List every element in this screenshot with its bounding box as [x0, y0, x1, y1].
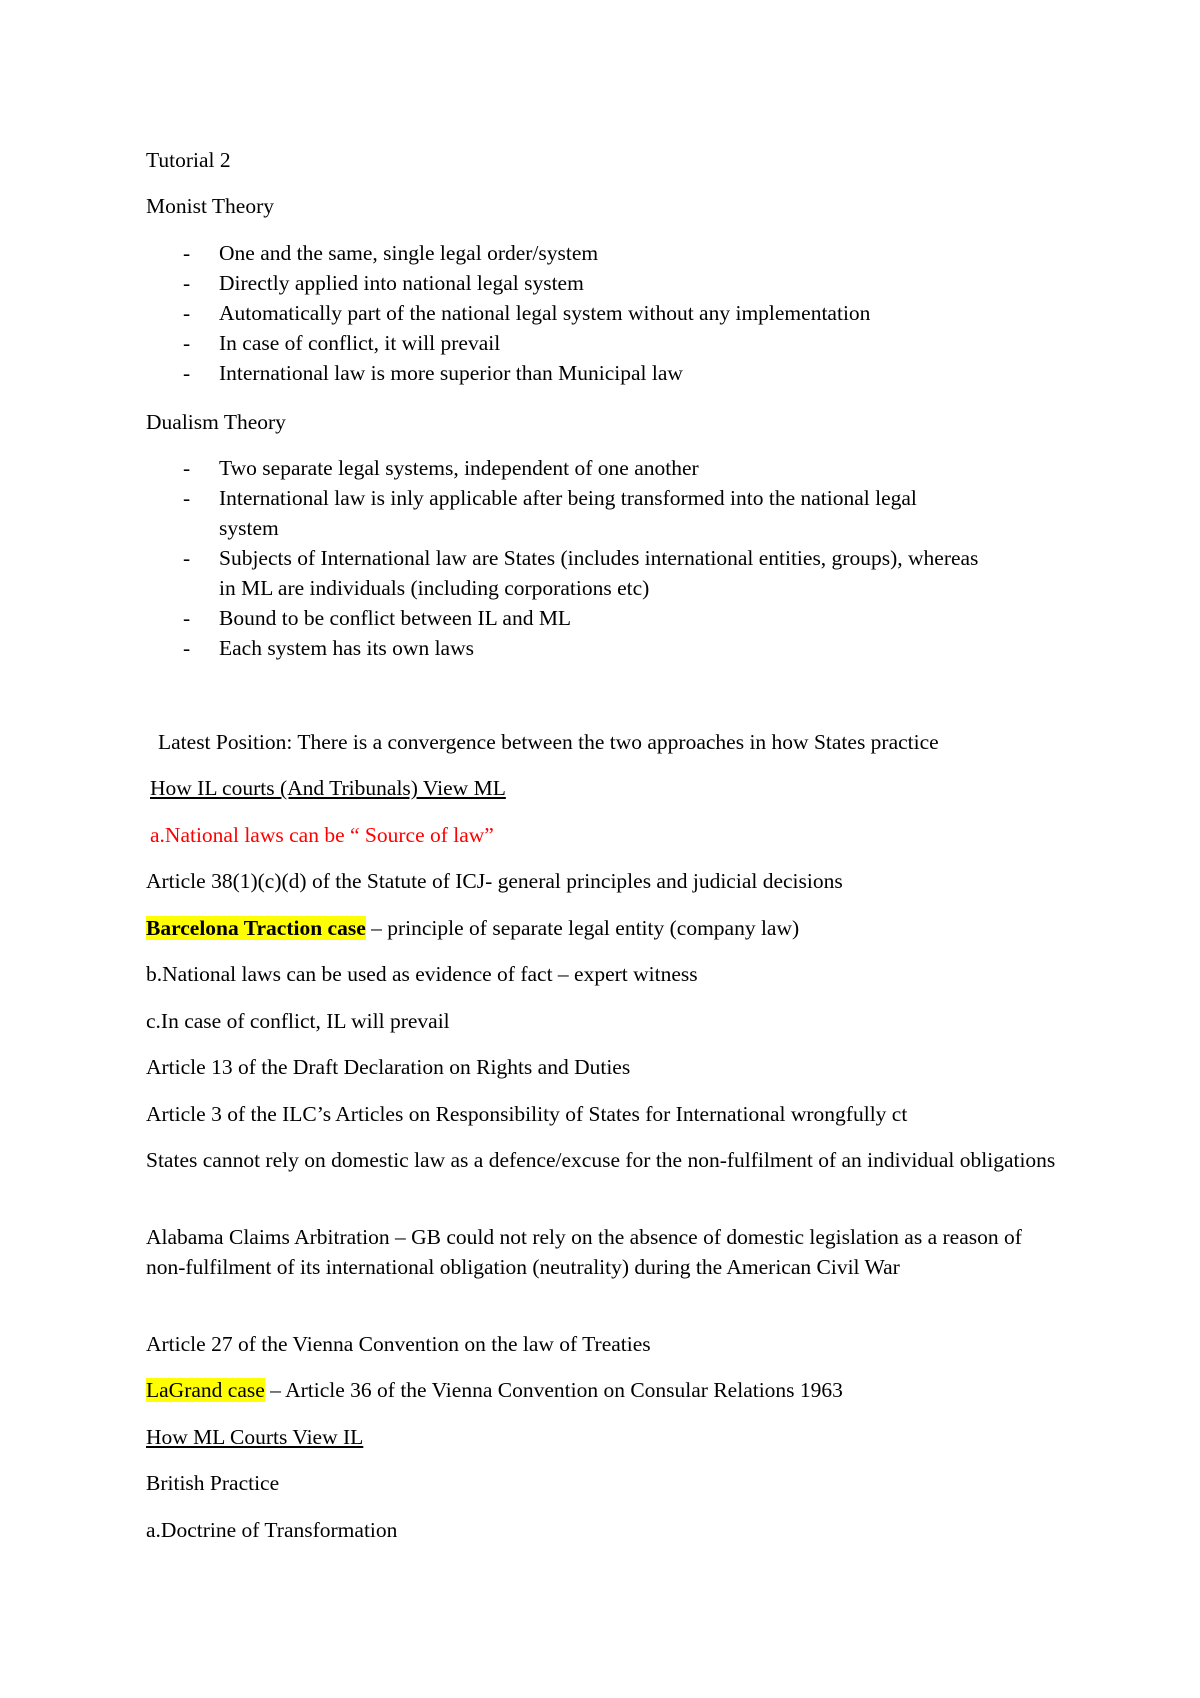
bullet-dash: -: [183, 486, 191, 510]
list-item: [146, 603, 1076, 633]
document-title: Tutorial 2: [146, 148, 231, 172]
bullet-dash: -: [183, 271, 191, 295]
dualism-heading: Dualism Theory: [146, 410, 286, 434]
ml-courts-heading-text: How ML Courts View IL: [146, 1425, 364, 1449]
list-item: [146, 543, 999, 603]
source-of-law-line: a.National laws can be “ Source of law”: [150, 823, 494, 847]
monist-heading: Monist Theory: [146, 194, 275, 218]
list-item-text: In case of conflict, it will prevail: [219, 331, 501, 355]
il-prevail-line: c.In case of conflict, IL will prevail: [146, 1009, 450, 1033]
article-13-line: Article 13 of the Draft Declaration on Rights and Duties: [146, 1055, 631, 1079]
list-item: [146, 238, 1076, 268]
il-courts-heading-text: How IL courts (And Tribunals) View ML: [150, 776, 506, 800]
bullet-dash: -: [183, 361, 191, 385]
lagrand-case-highlight: LaGrand case: [146, 1378, 265, 1402]
article-27-line: Article 27 of the Vienna Convention on the law of Treaties: [146, 1332, 651, 1356]
bullet-dash: -: [183, 301, 191, 325]
list-item-text: International law is inly applicable after being transformed into the national legal system: [219, 486, 917, 540]
latest-position: Latest Position: There is a convergence between the two approaches in how States practice: [158, 730, 939, 754]
article-38-line: Article 38(1)(c)(d) of the Statute of ICJ- general principles and judicial decisions: [146, 869, 843, 893]
list-item: [146, 633, 1076, 663]
list-item-text: Bound to be conflict between IL and ML: [219, 606, 572, 630]
list-item: [146, 483, 979, 543]
lagrand-line: [146, 1375, 1076, 1405]
ml-courts-heading: [146, 1422, 1076, 1452]
bullet-dash: -: [183, 241, 191, 265]
list-item-text: Two separate legal systems, independent of one another: [219, 456, 699, 480]
bullet-dash: -: [183, 331, 191, 355]
bullet-dash: -: [183, 456, 191, 480]
doctrine-line: a.Doctrine of Transformation: [146, 1518, 398, 1542]
british-practice-line: British Practice: [146, 1471, 280, 1495]
list-item-text: International law is more superior than Municipal law: [219, 361, 683, 385]
list-item-text: Directly applied into national legal system: [219, 271, 584, 295]
list-item-text: Subjects of International law are States (includes international entities, groups), whereas in ML are individuals (including corporations etc): [219, 546, 979, 600]
bullet-dash: -: [183, 636, 191, 660]
list-item-text: Each system has its own laws: [219, 636, 474, 660]
list-item: [146, 358, 1076, 388]
barcelona-case-highlight: Barcelona Traction case: [146, 916, 366, 940]
list-item-text: Automatically part of the national legal system without any implementation: [219, 301, 871, 325]
bullet-dash: -: [183, 546, 191, 570]
list-item: [146, 328, 1076, 358]
barcelona-line: [146, 913, 1076, 943]
evidence-of-fact-line: b.National laws can be used as evidence of fact – expert witness: [146, 962, 698, 986]
states-cannot-paragraph: States cannot rely on domestic law as a defence/excuse for the non-fulfilment of an individual obligations: [146, 1148, 1056, 1172]
il-courts-heading: [150, 773, 1080, 803]
lagrand-text: – Article 36 of the Vienna Convention on Consular Relations 1963: [264, 1378, 843, 1402]
barcelona-text: – principle of separate legal entity (company law): [365, 916, 800, 940]
monist-list: [146, 238, 1076, 388]
article-3-line: Article 3 of the ILC’s Articles on Responsibility of States for International wrongfully ct: [146, 1102, 908, 1126]
alabama-paragraph: Alabama Claims Arbitration – GB could not rely on the absence of domestic legislation as a reason of non-fulfilment of its international obligation (neutrality) during the American Civil War: [146, 1225, 1022, 1279]
bullet-dash: -: [183, 606, 191, 630]
list-item-text: One and the same, single legal order/system: [219, 241, 599, 265]
list-item: [146, 268, 1076, 298]
list-item: [146, 298, 1076, 328]
dualism-list: [146, 453, 1076, 663]
list-item: [146, 453, 1076, 483]
